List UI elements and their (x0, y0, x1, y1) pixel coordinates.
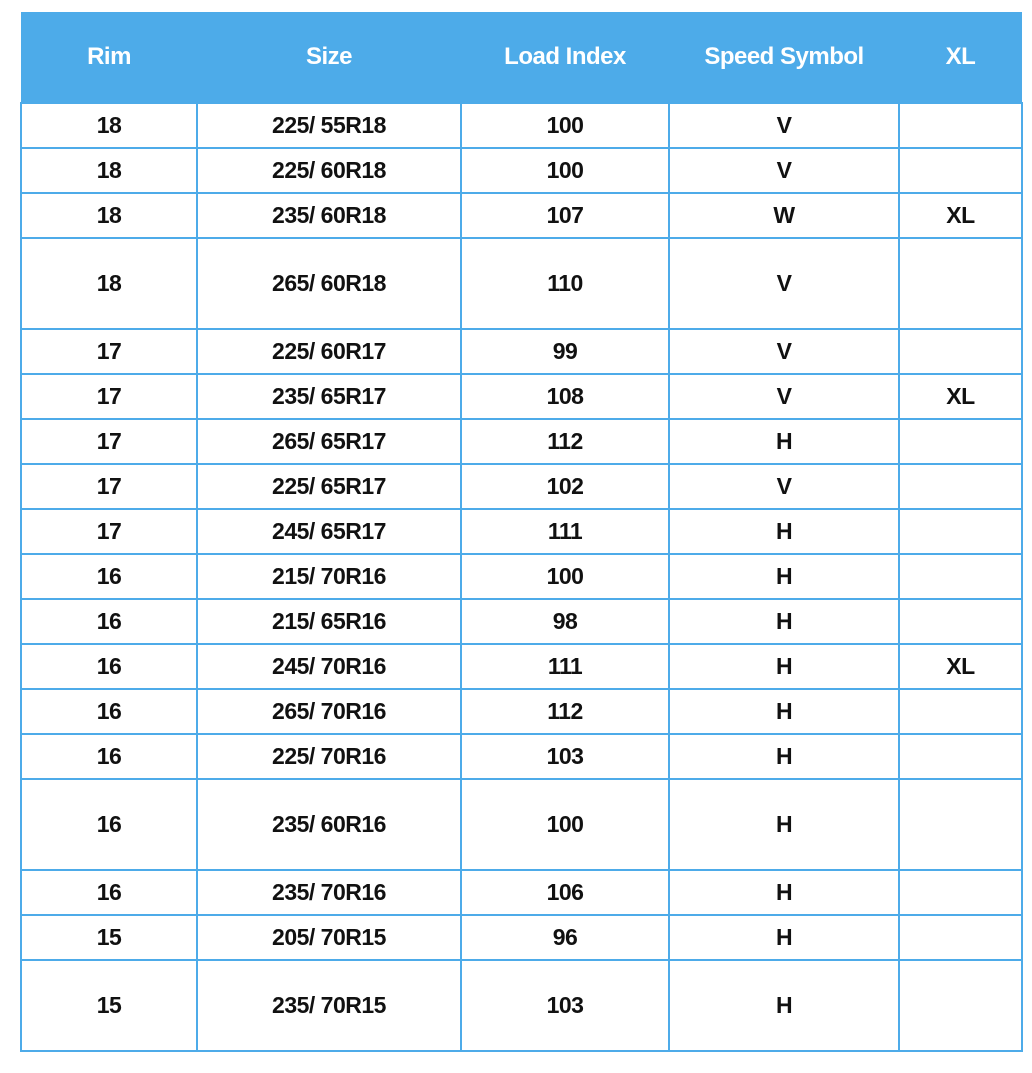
cell-speed-symbol: H (669, 554, 899, 599)
table-row (21, 509, 1022, 554)
cell-speed-symbol: H (669, 734, 899, 779)
table-row (21, 103, 1022, 148)
table-row (21, 779, 1022, 870)
cell-speed-symbol: V (669, 329, 899, 374)
table-row (21, 374, 1022, 419)
cell-load-index: 103 (461, 960, 669, 1051)
cell-xl (899, 329, 1022, 374)
cell-speed-symbol: H (669, 644, 899, 689)
table-row (21, 644, 1022, 689)
cell-rim: 16 (21, 870, 197, 915)
cell-xl (899, 509, 1022, 554)
cell-load-index: 98 (461, 599, 669, 644)
cell-rim: 17 (21, 464, 197, 509)
cell-rim: 17 (21, 329, 197, 374)
cell-load-index: 110 (461, 238, 669, 329)
cell-rim: 15 (21, 915, 197, 960)
cell-size: 245/ 70R16 (197, 644, 461, 689)
cell-size: 225/ 70R16 (197, 734, 461, 779)
table-row (21, 915, 1022, 960)
cell-size: 235/ 65R17 (197, 374, 461, 419)
cell-rim: 18 (21, 238, 197, 329)
table-row (21, 329, 1022, 374)
cell-size: 235/ 60R16 (197, 779, 461, 870)
cell-size: 265/ 70R16 (197, 689, 461, 734)
cell-load-index: 103 (461, 734, 669, 779)
cell-size: 235/ 70R15 (197, 960, 461, 1051)
cell-speed-symbol: H (669, 599, 899, 644)
cell-rim: 16 (21, 689, 197, 734)
table-row (21, 554, 1022, 599)
cell-speed-symbol: H (669, 689, 899, 734)
cell-size: 225/ 60R18 (197, 148, 461, 193)
table-row (21, 960, 1022, 1051)
cell-speed-symbol: V (669, 103, 899, 148)
table-row (21, 599, 1022, 644)
table-row (21, 464, 1022, 509)
cell-rim: 16 (21, 779, 197, 870)
cell-rim: 16 (21, 734, 197, 779)
cell-speed-symbol: H (669, 870, 899, 915)
cell-xl (899, 960, 1022, 1051)
cell-rim: 17 (21, 419, 197, 464)
cell-xl (899, 103, 1022, 148)
cell-rim: 17 (21, 374, 197, 419)
table-row (21, 734, 1022, 779)
cell-load-index: 111 (461, 509, 669, 554)
cell-speed-symbol: V (669, 464, 899, 509)
cell-size: 235/ 70R16 (197, 870, 461, 915)
cell-speed-symbol: V (669, 374, 899, 419)
table-header (21, 12, 1022, 103)
cell-rim: 18 (21, 148, 197, 193)
cell-size: 215/ 65R16 (197, 599, 461, 644)
cell-load-index: 112 (461, 689, 669, 734)
cell-xl (899, 689, 1022, 734)
column-header-size: Size (197, 12, 461, 103)
tire-size-table (20, 12, 1023, 1052)
cell-speed-symbol: H (669, 419, 899, 464)
cell-load-index: 100 (461, 554, 669, 599)
table-row (21, 870, 1022, 915)
cell-load-index: 112 (461, 419, 669, 464)
cell-xl: XL (899, 193, 1022, 238)
cell-speed-symbol: H (669, 779, 899, 870)
cell-speed-symbol: W (669, 193, 899, 238)
column-header-speed-symbol: Speed Symbol (669, 12, 899, 103)
cell-size: 225/ 60R17 (197, 329, 461, 374)
cell-rim: 15 (21, 960, 197, 1051)
table-row (21, 238, 1022, 329)
cell-load-index: 108 (461, 374, 669, 419)
cell-xl (899, 915, 1022, 960)
cell-xl (899, 779, 1022, 870)
table-body (21, 103, 1022, 1051)
cell-xl (899, 238, 1022, 329)
cell-load-index: 107 (461, 193, 669, 238)
cell-speed-symbol: V (669, 238, 899, 329)
header-row (21, 12, 1022, 103)
cell-speed-symbol: H (669, 960, 899, 1051)
cell-size: 225/ 65R17 (197, 464, 461, 509)
cell-load-index: 111 (461, 644, 669, 689)
cell-size: 215/ 70R16 (197, 554, 461, 599)
cell-speed-symbol: V (669, 148, 899, 193)
cell-xl (899, 734, 1022, 779)
cell-rim: 17 (21, 509, 197, 554)
cell-xl (899, 148, 1022, 193)
cell-size: 265/ 60R18 (197, 238, 461, 329)
cell-load-index: 106 (461, 870, 669, 915)
cell-speed-symbol: H (669, 509, 899, 554)
cell-load-index: 100 (461, 148, 669, 193)
cell-size: 205/ 70R15 (197, 915, 461, 960)
table-row (21, 689, 1022, 734)
cell-xl (899, 554, 1022, 599)
cell-load-index: 100 (461, 779, 669, 870)
cell-rim: 16 (21, 554, 197, 599)
cell-load-index: 102 (461, 464, 669, 509)
column-header-rim: Rim (21, 12, 197, 103)
cell-speed-symbol: H (669, 915, 899, 960)
cell-load-index: 99 (461, 329, 669, 374)
column-header-xl: XL (899, 12, 1022, 103)
cell-xl (899, 870, 1022, 915)
cell-size: 235/ 60R18 (197, 193, 461, 238)
cell-rim: 16 (21, 644, 197, 689)
column-header-load-index: Load Index (461, 12, 669, 103)
cell-rim: 16 (21, 599, 197, 644)
cell-load-index: 100 (461, 103, 669, 148)
table-row (21, 419, 1022, 464)
cell-xl (899, 464, 1022, 509)
cell-xl: XL (899, 374, 1022, 419)
cell-size: 245/ 65R17 (197, 509, 461, 554)
cell-xl: XL (899, 644, 1022, 689)
cell-xl (899, 599, 1022, 644)
cell-rim: 18 (21, 103, 197, 148)
cell-size: 225/ 55R18 (197, 103, 461, 148)
cell-rim: 18 (21, 193, 197, 238)
table-row (21, 193, 1022, 238)
cell-load-index: 96 (461, 915, 669, 960)
cell-size: 265/ 65R17 (197, 419, 461, 464)
table-row (21, 148, 1022, 193)
cell-xl (899, 419, 1022, 464)
